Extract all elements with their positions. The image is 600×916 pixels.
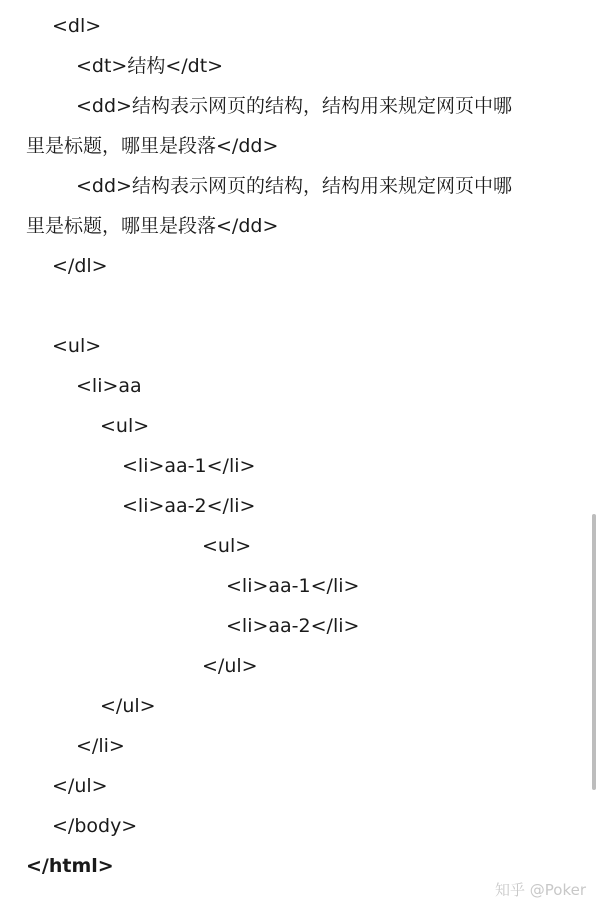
code-line: <li>aa [76, 375, 142, 397]
code-line: 里是标题，哪里是段落</dd> [26, 215, 279, 237]
code-line: <dt>结构</dt> [76, 55, 224, 77]
code-line: </body> [52, 815, 138, 837]
code-line: </html> [26, 855, 114, 877]
code-line: <dd>结构表示网页的结构，结构用来规定网页中哪 [76, 175, 512, 197]
scrollbar[interactable] [592, 514, 596, 790]
watermark: 知乎 @Poker [494, 881, 586, 899]
code-line: <li>aa-2</li> [226, 615, 360, 637]
code-line: <ul> [202, 535, 252, 557]
code-line: 里是标题，哪里是段落</dd> [26, 135, 279, 157]
code-line: </ul> [52, 775, 108, 797]
code-line: <li>aa-2</li> [122, 495, 256, 517]
code-line: </dl> [52, 255, 108, 277]
code-line: <dd>结构表示网页的结构，结构用来规定网页中哪 [76, 95, 512, 117]
code-line: <ul> [52, 335, 102, 357]
code-line: <li>aa-1</li> [122, 455, 256, 477]
code-line: </ul> [202, 655, 258, 677]
code-line: <li>aa-1</li> [226, 575, 360, 597]
code-line: <ul> [100, 415, 150, 437]
code-line: <dl> [52, 15, 102, 37]
code-line: </ul> [100, 695, 156, 717]
code-line: </li> [76, 735, 125, 757]
